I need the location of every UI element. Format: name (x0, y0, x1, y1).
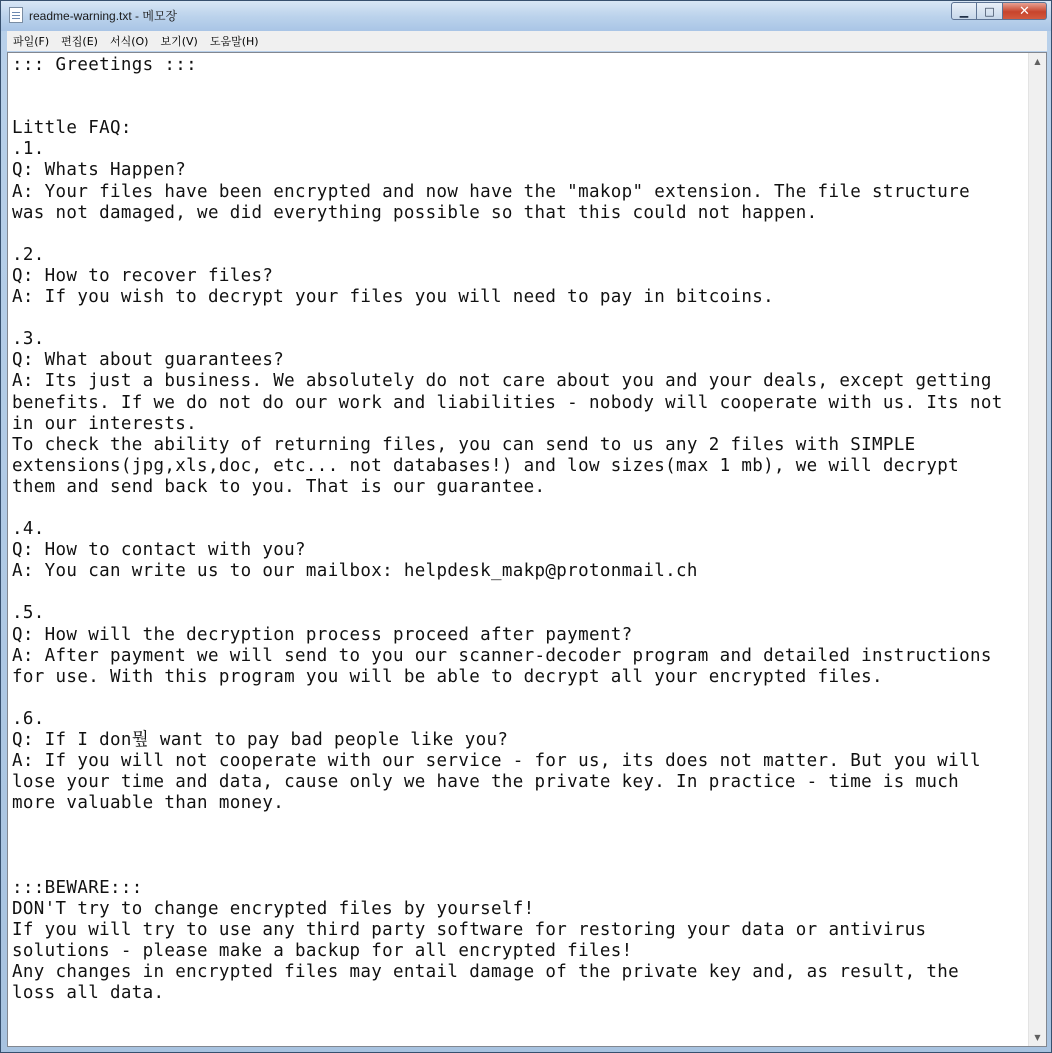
close-button[interactable]: ✕ (1003, 2, 1047, 20)
scroll-up-icon[interactable]: ▲ (1034, 57, 1041, 66)
menu-file[interactable]: 파일(F) (13, 35, 50, 48)
notepad-icon (9, 7, 23, 23)
menu-format[interactable]: 서식(O) (109, 35, 149, 48)
document-text[interactable]: ::: Greetings ::: Little FAQ: .1. Q: Whats Happen? A: Your files have been encrypted and now have the "makop" extension. The file structure was not damaged, we did everything possible so that this could not happen. .2. Q: How to recover files? A: If you wish to decrypt your files you will need to pay in bitcoins. .3. Q: What about guarantees? A: Its just a business. We absolutely do not care about you and your deals, except getting benefits. If we do not do our work and liabilities - nobody will cooperate with us. Its not in our interests. To check the ability of returning files, you can send to us any 2 files with SIMPLE extensions(jpg,xls,doc, etc... not databases!) and low sizes(max 1 mb), we will decrypt them and send back to you. That is our guarantee. .4. Q: How to contact with you? A: You can write us to our mailbox: helpdesk_makp@protonmail.ch .5. Q: How will the decryption process proceed after payment? A: After payment we will send to you our scanner-decoder program and detailed instructions for use. With this program you will be able to decrypt all your encrypted files. .6. Q: If I don뭪 want to pay bad people like you? A: If you will not cooperate with our service - for us, its does not matter. But you will lose your time and data, cause only we have the private key. In practice - time is much more valuable than money. :::BEWARE::: DON'T try to change encrypted files by yourself! If you will try to use any third party software for restoring your data or antivirus solutions - please make a backup for all encrypted files! Any changes in encrypted files may entail damage of the private key and, as result, the loss all data. (12, 55, 1003, 1004)
text-editor[interactable] (7, 52, 1047, 1047)
menu-bar (7, 31, 1047, 51)
menu-help[interactable]: 도움말(H) (209, 35, 259, 48)
maximize-button[interactable]: □ (977, 2, 1003, 20)
window-title: readme-warning.txt - 메모장 (29, 9, 178, 23)
vertical-scrollbar[interactable] (1028, 53, 1046, 1046)
scroll-down-icon[interactable]: ▼ (1034, 1033, 1041, 1042)
menu-view[interactable]: 보기(V) (160, 35, 198, 48)
minimize-button[interactable]: ▁ (951, 2, 977, 20)
title-bar[interactable] (1, 1, 1051, 31)
window-controls (951, 2, 1047, 22)
menu-edit[interactable]: 편집(E) (61, 35, 98, 48)
